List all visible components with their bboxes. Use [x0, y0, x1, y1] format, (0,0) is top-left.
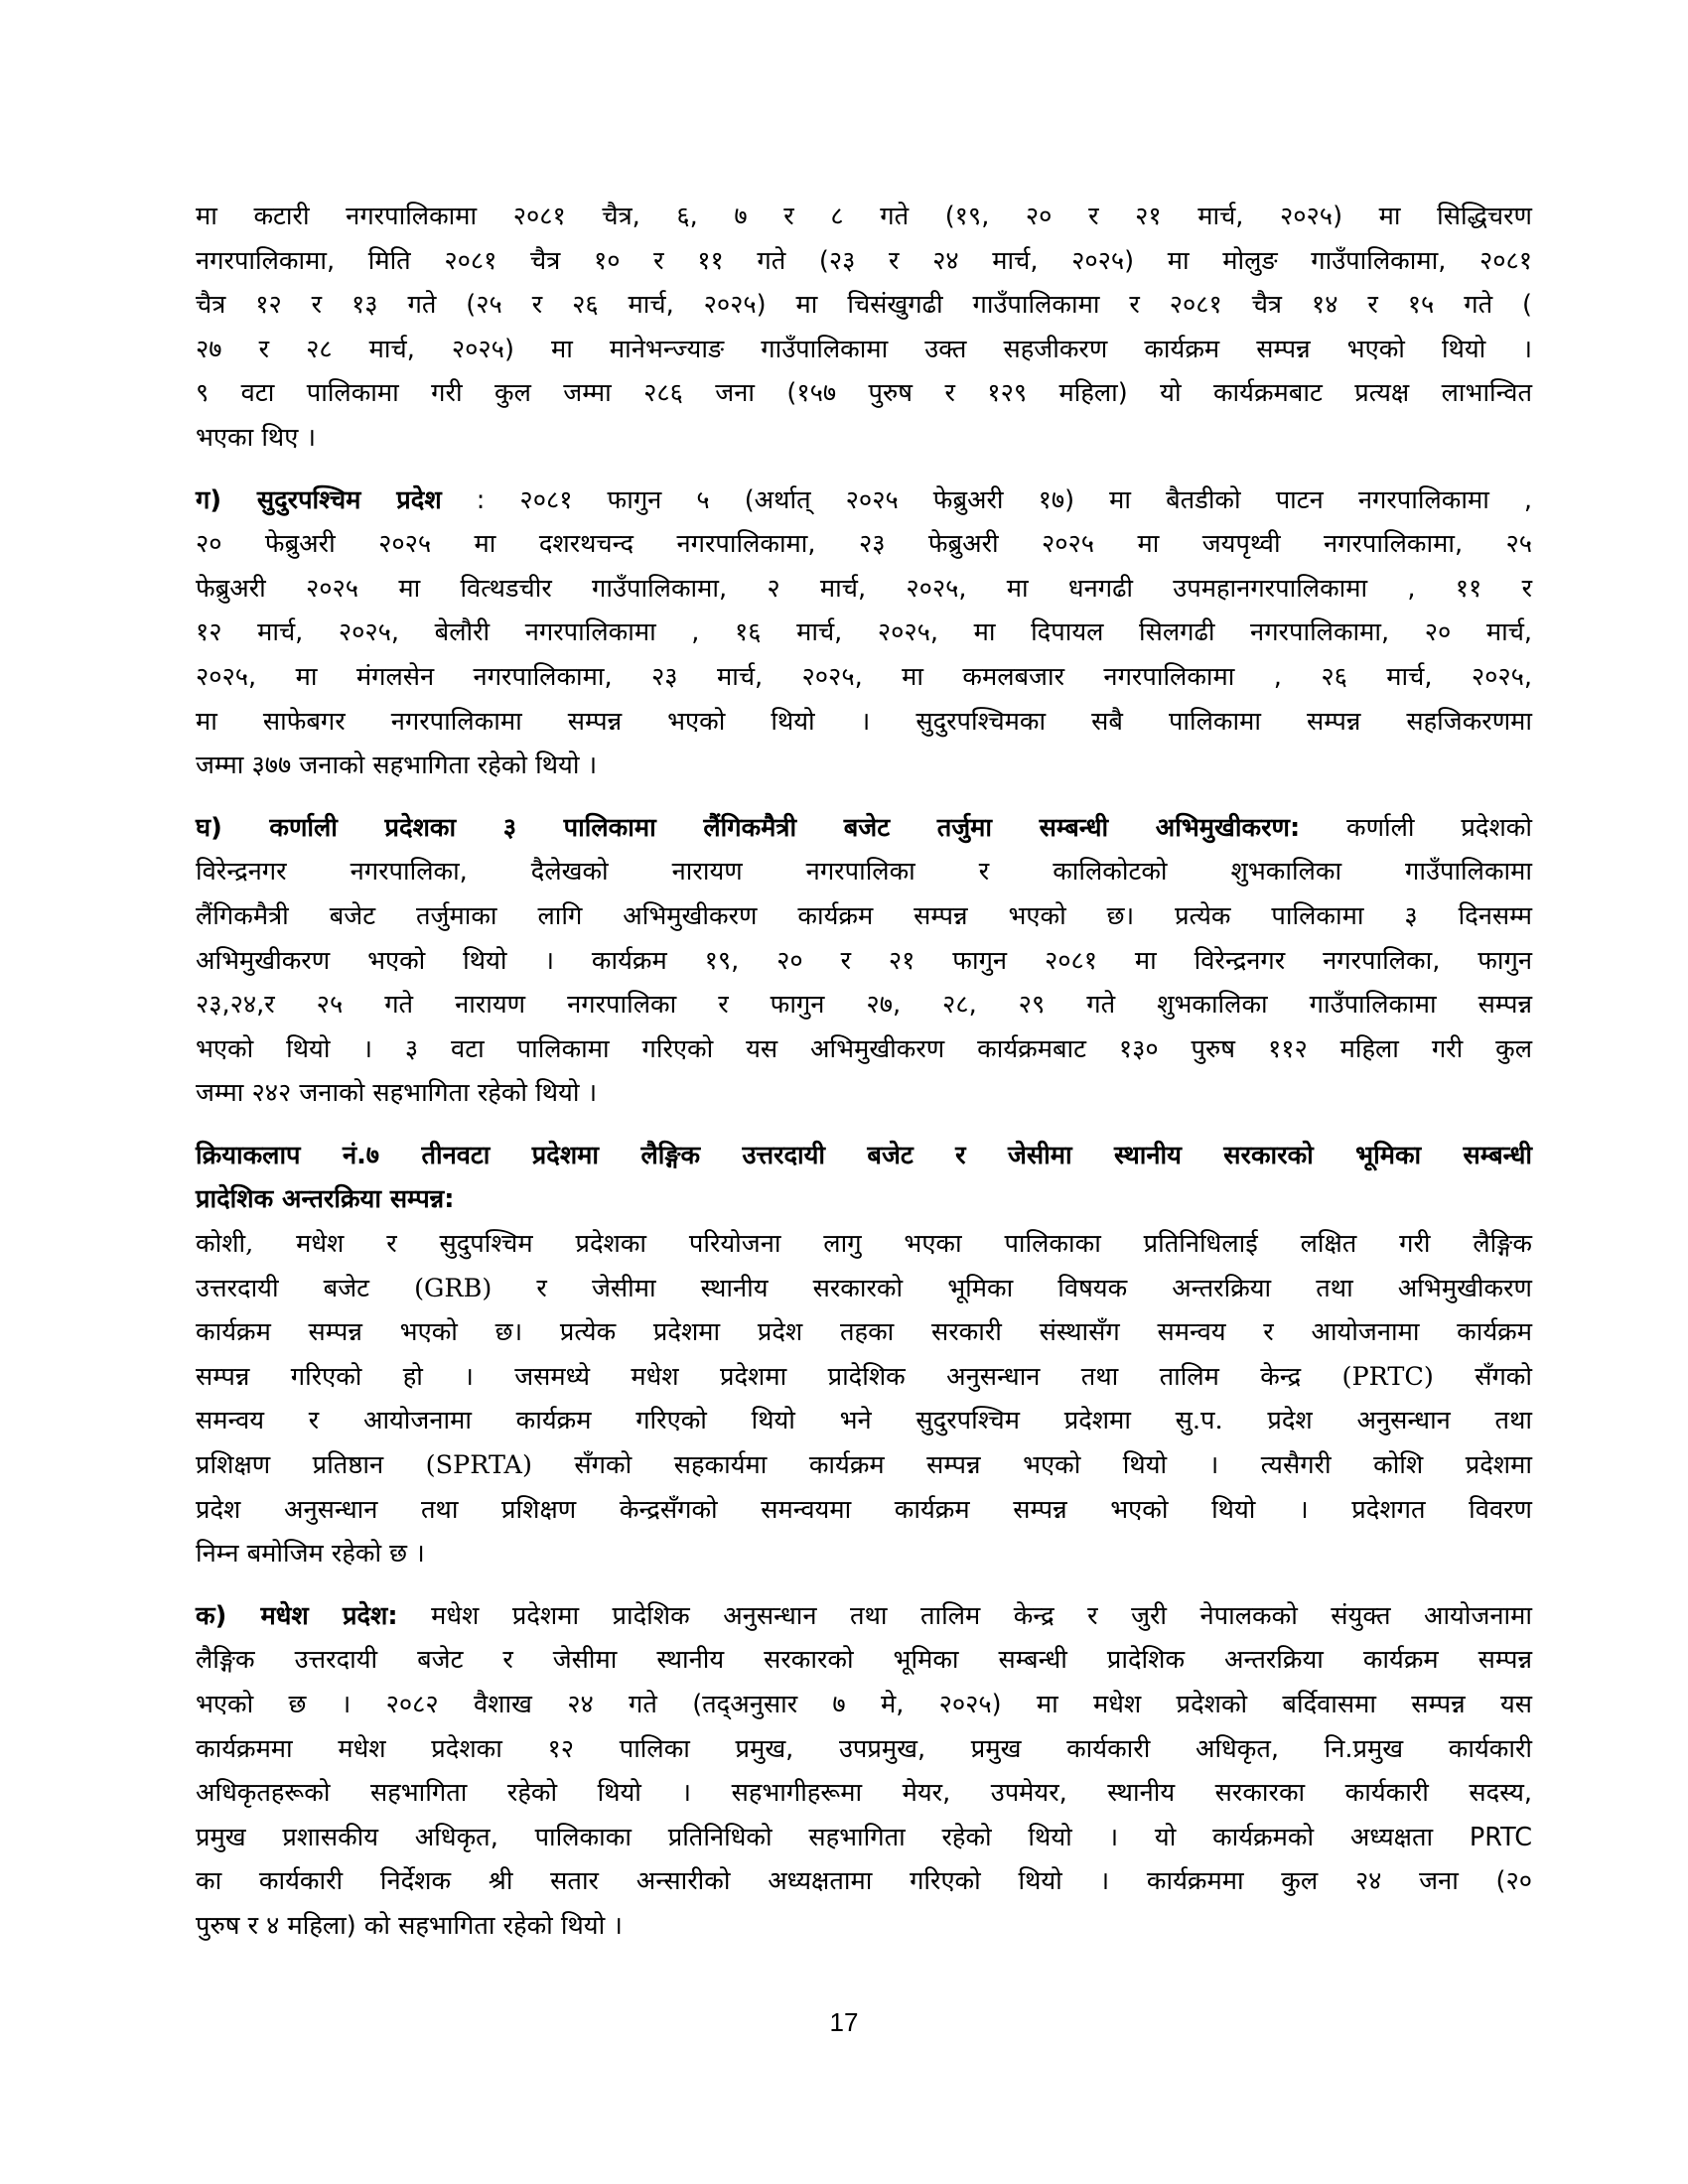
- text-line: २०२५, मा मंगलसेन नगरपालिकामा, २३ मार्च, २०२५, मा कमलबजार नगरपालिकामा , २६ मार्च, २०२५,: [196, 661, 1532, 692]
- text-line: प्रमुख प्रशासकीय अधिकृत, पालिकाका प्रतिनिधिको सहभागिता रहेको थियो । यो कार्यक्रमको अध्यक्षता PRTC: [196, 1822, 1532, 1852]
- text-line: जम्मा ३७७ जनाको सहभागिता रहेको थियो ।: [196, 751, 598, 781]
- text-run: : २०८१ फागुन ५ (अर्थात् २०२५ फेब्रुअरी १७) मा बैतडीको पाटन नगरपालिकामा ,: [441, 484, 1533, 515]
- text-line: सम्पन्न गरिएको हो । जसमध्ये मधेश प्रदेशमा प्रादेशिक अनुसन्धान तथा तालिम केन्द्र (PRTC) सँगको: [196, 1361, 1532, 1392]
- text-line: [196, 806, 1532, 851]
- text-line: उत्तरदायी बजेट (GRB) र जेसीमा स्थानीय सरकारको भूमिका विषयक अन्तरक्रिया तथा अभिमुखीकरण: [196, 1273, 1532, 1303]
- text-line: विरेन्द्रनगर नगरपालिका, दैलेखको नारायण नगरपालिका र कालिकोटको शुभकालिका गाउँपालिकामा: [196, 857, 1532, 887]
- text-line: नगरपालिकामा, मिति २०८१ चैत्र १० र ११ गते (२३ र २४ मार्च, २०२५) मा मोलुङ गाउँपालिकामा, २०८१: [196, 245, 1532, 276]
- text-line: लैंगिकमैत्री बजेट तर्जुमाका लागि अभिमुखीकरण कार्यक्रम सम्पन्न भएको छ। प्रत्येक पालिकामा ३ दिनसम्म: [196, 900, 1532, 931]
- text-line: ९ वटा पालिकामा गरी कुल जम्मा २८६ जना (१५७ पुरुष र १२९ महिला) यो कार्यक्रमबाट प्रत्यक्ष लाभान्वित: [196, 378, 1532, 409]
- section-label: घ) कर्णाली प्रदेशका ३ पालिकामा लैंगिकमैत्री बजेट तर्जुमा सम्बन्धी अभिमुखीकरण:: [196, 812, 1301, 843]
- text-line: मा कटारी नगरपालिकामा २०८१ चैत्र, ६, ७ र ८ गते (१९, २० र २१ मार्च, २०२५) मा सिद्धिचरण: [196, 202, 1532, 231]
- text-line: २७ र २८ मार्च, २०२५) मा मानेभन्ज्याङ गाउँपालिकामा उक्त सहजीकरण कार्यक्रम सम्पन्न भएको थियो ।: [196, 334, 1532, 364]
- heading-line: प्रादेशिक अन्तरक्रिया सम्पन्न:: [196, 1184, 455, 1215]
- text-run: कर्णाली प्रदेशको: [1300, 812, 1532, 843]
- text-line: भएको थियो । ३ वटा पालिकामा गरिएको यस अभिमुखीकरण कार्यक्रमबाट १३० पुरुष ११२ महिला गरी कुल: [196, 1033, 1532, 1064]
- text-line: भएको छ । २०८२ वैशाख २४ गते (तद्अनुसार ७ मे, २०२५) मा मधेश प्रदेशको बर्दिवासमा सम्पन्न यस: [196, 1690, 1532, 1719]
- paragraph-activity-7-body: [196, 1222, 1532, 1576]
- paragraph-koshi-continued: [196, 195, 1532, 461]
- text-line: लैङ्गिक उत्तरदायी बजेट र जेसीमा स्थानीय सरकारको भूमिका सम्बन्धी प्रादेशिक अन्तरक्रिया कार्यक्रम सम्पन्न: [196, 1645, 1532, 1676]
- text-line: का कार्यकारी निर्देशक श्री सतार अन्सारीको अध्यक्षतामा गरिएको थियो । कार्यक्रममा कुल २४ जना (२०: [196, 1866, 1532, 1897]
- paragraph-sudurpashchim: [196, 478, 1532, 788]
- text-line: कार्यक्रममा मधेश प्रदेशका १२ पालिका प्रमुख, उपप्रमुख, प्रमुख कार्यकारी अधिकृत, नि.प्रमुख कार्यकारी: [196, 1733, 1532, 1764]
- section-label: क) मधेश प्रदेश:: [196, 1600, 398, 1631]
- text-line: समन्वय र आयोजनामा कार्यक्रम गरिएको थियो भने सुदुरपश्चिम प्रदेशमा सु.प. प्रदेश अनुसन्धान तथा: [196, 1406, 1532, 1436]
- text-line: कोशी, मधेश र सुदुपश्चिम प्रदेशका परियोजना लागु भएका पालिकाका प्रतिनिधिलाई लक्षित गरी लैङ्गिक: [196, 1229, 1532, 1260]
- section-label: ग) सुदुरपश्चिम प्रदेश: [196, 484, 442, 515]
- heading-line: क्रियाकलाप नं.७ तीनवटा प्रदेशमा लैङ्गिक उत्तरदायी बजेट र जेसीमा स्थानीय सरकारको भूमिका सम्बन्धी: [196, 1140, 1532, 1170]
- paragraph-madhesh: [196, 1594, 1532, 1949]
- page-number: 17: [829, 2007, 859, 2037]
- text-line: फेब्रुअरी २०२५ मा वित्थडचीर गाउँपालिकामा, २ मार्च, २०२५, मा धनगढी उपमहानगरपालिकामा , ११ र: [196, 573, 1532, 604]
- text-line: [196, 1594, 1532, 1639]
- text-line: अभिमुखीकरण भएको थियो । कार्यक्रम १९, २० र २१ फागुन २०८१ मा विरेन्द्रनगर नगरपालिका, फागुन: [196, 945, 1532, 976]
- text-line: मा साफेबगर नगरपालिकामा सम्पन्न भएको थियो । सुदुरपश्चिमका सबै पालिकामा सम्पन्न सहजिकरणमा: [196, 706, 1532, 737]
- text-run: मधेश प्रदेशमा प्रादेशिक अनुसन्धान तथा तालिम केन्द्र र जुरी नेपालकको संयुक्त आयोजनामा: [397, 1600, 1532, 1631]
- activity-7-heading: [196, 1134, 1532, 1222]
- document-page: [196, 195, 1532, 1967]
- text-line: प्रदेश अनुसन्धान तथा प्रशिक्षण केन्द्रसँगको समन्वयमा कार्यक्रम सम्पन्न भएको थियो । प्रदेशगत विवरण: [196, 1494, 1532, 1525]
- text-line: प्रशिक्षण प्रतिष्ठान (SPRTA) सँगको सहकार्यमा कार्यक्रम सम्पन्न भएको थियो । त्यसैगरी कोशि प्रदेशमा: [196, 1450, 1532, 1481]
- text-line: पुरुष र ४ महिला) को सहभागिता रहेको थियो ।: [196, 1910, 623, 1941]
- text-line: निम्न बमोजिम रहेको छ ।: [196, 1539, 425, 1570]
- text-line: अधिकृतहरूको सहभागिता रहेको थियो । सहभागीहरूमा मेयर, उपमेयर, स्थानीय सरकारका कार्यकारी सदस्य,: [196, 1778, 1532, 1809]
- text-line: चैत्र १२ र १३ गते (२५ र २६ मार्च, २०२५) मा चिसंखुगढी गाउँपालिकामा र २०८१ चैत्र १४ र १५ गते (: [196, 290, 1532, 321]
- text-line: कार्यक्रम सम्पन्न भएको छ। प्रत्येक प्रदेशमा प्रदेश तहका सरकारी संस्थासँग समन्वय र आयोजनामा कार्यक्रम: [196, 1317, 1532, 1348]
- text-line: जम्मा २४२ जनाको सहभागिता रहेको थियो ।: [196, 1078, 598, 1109]
- text-line: २० फेब्रुअरी २०२५ मा दशरथचन्द नगरपालिकामा, २३ फेब्रुअरी २०२५ मा जयपृथ्वी नगरपालिकामा, २५: [196, 529, 1532, 560]
- paragraph-karnali: [196, 806, 1532, 1116]
- text-line: भएका थिए ।: [196, 422, 317, 453]
- text-line: १२ मार्च, २०२५, बेलौरी नगरपालिकामा , १६ मार्च, २०२५, मा दिपायल सिलगढी नगरपालिकामा, २० मार्च,: [196, 617, 1532, 648]
- text-line: [196, 478, 1532, 523]
- text-line: २३,२४,र २५ गते नारायण नगरपालिका र फागुन २७, २८, २९ गते शुभकालिका गाउँपालिकामा सम्पन्न: [196, 990, 1532, 1021]
